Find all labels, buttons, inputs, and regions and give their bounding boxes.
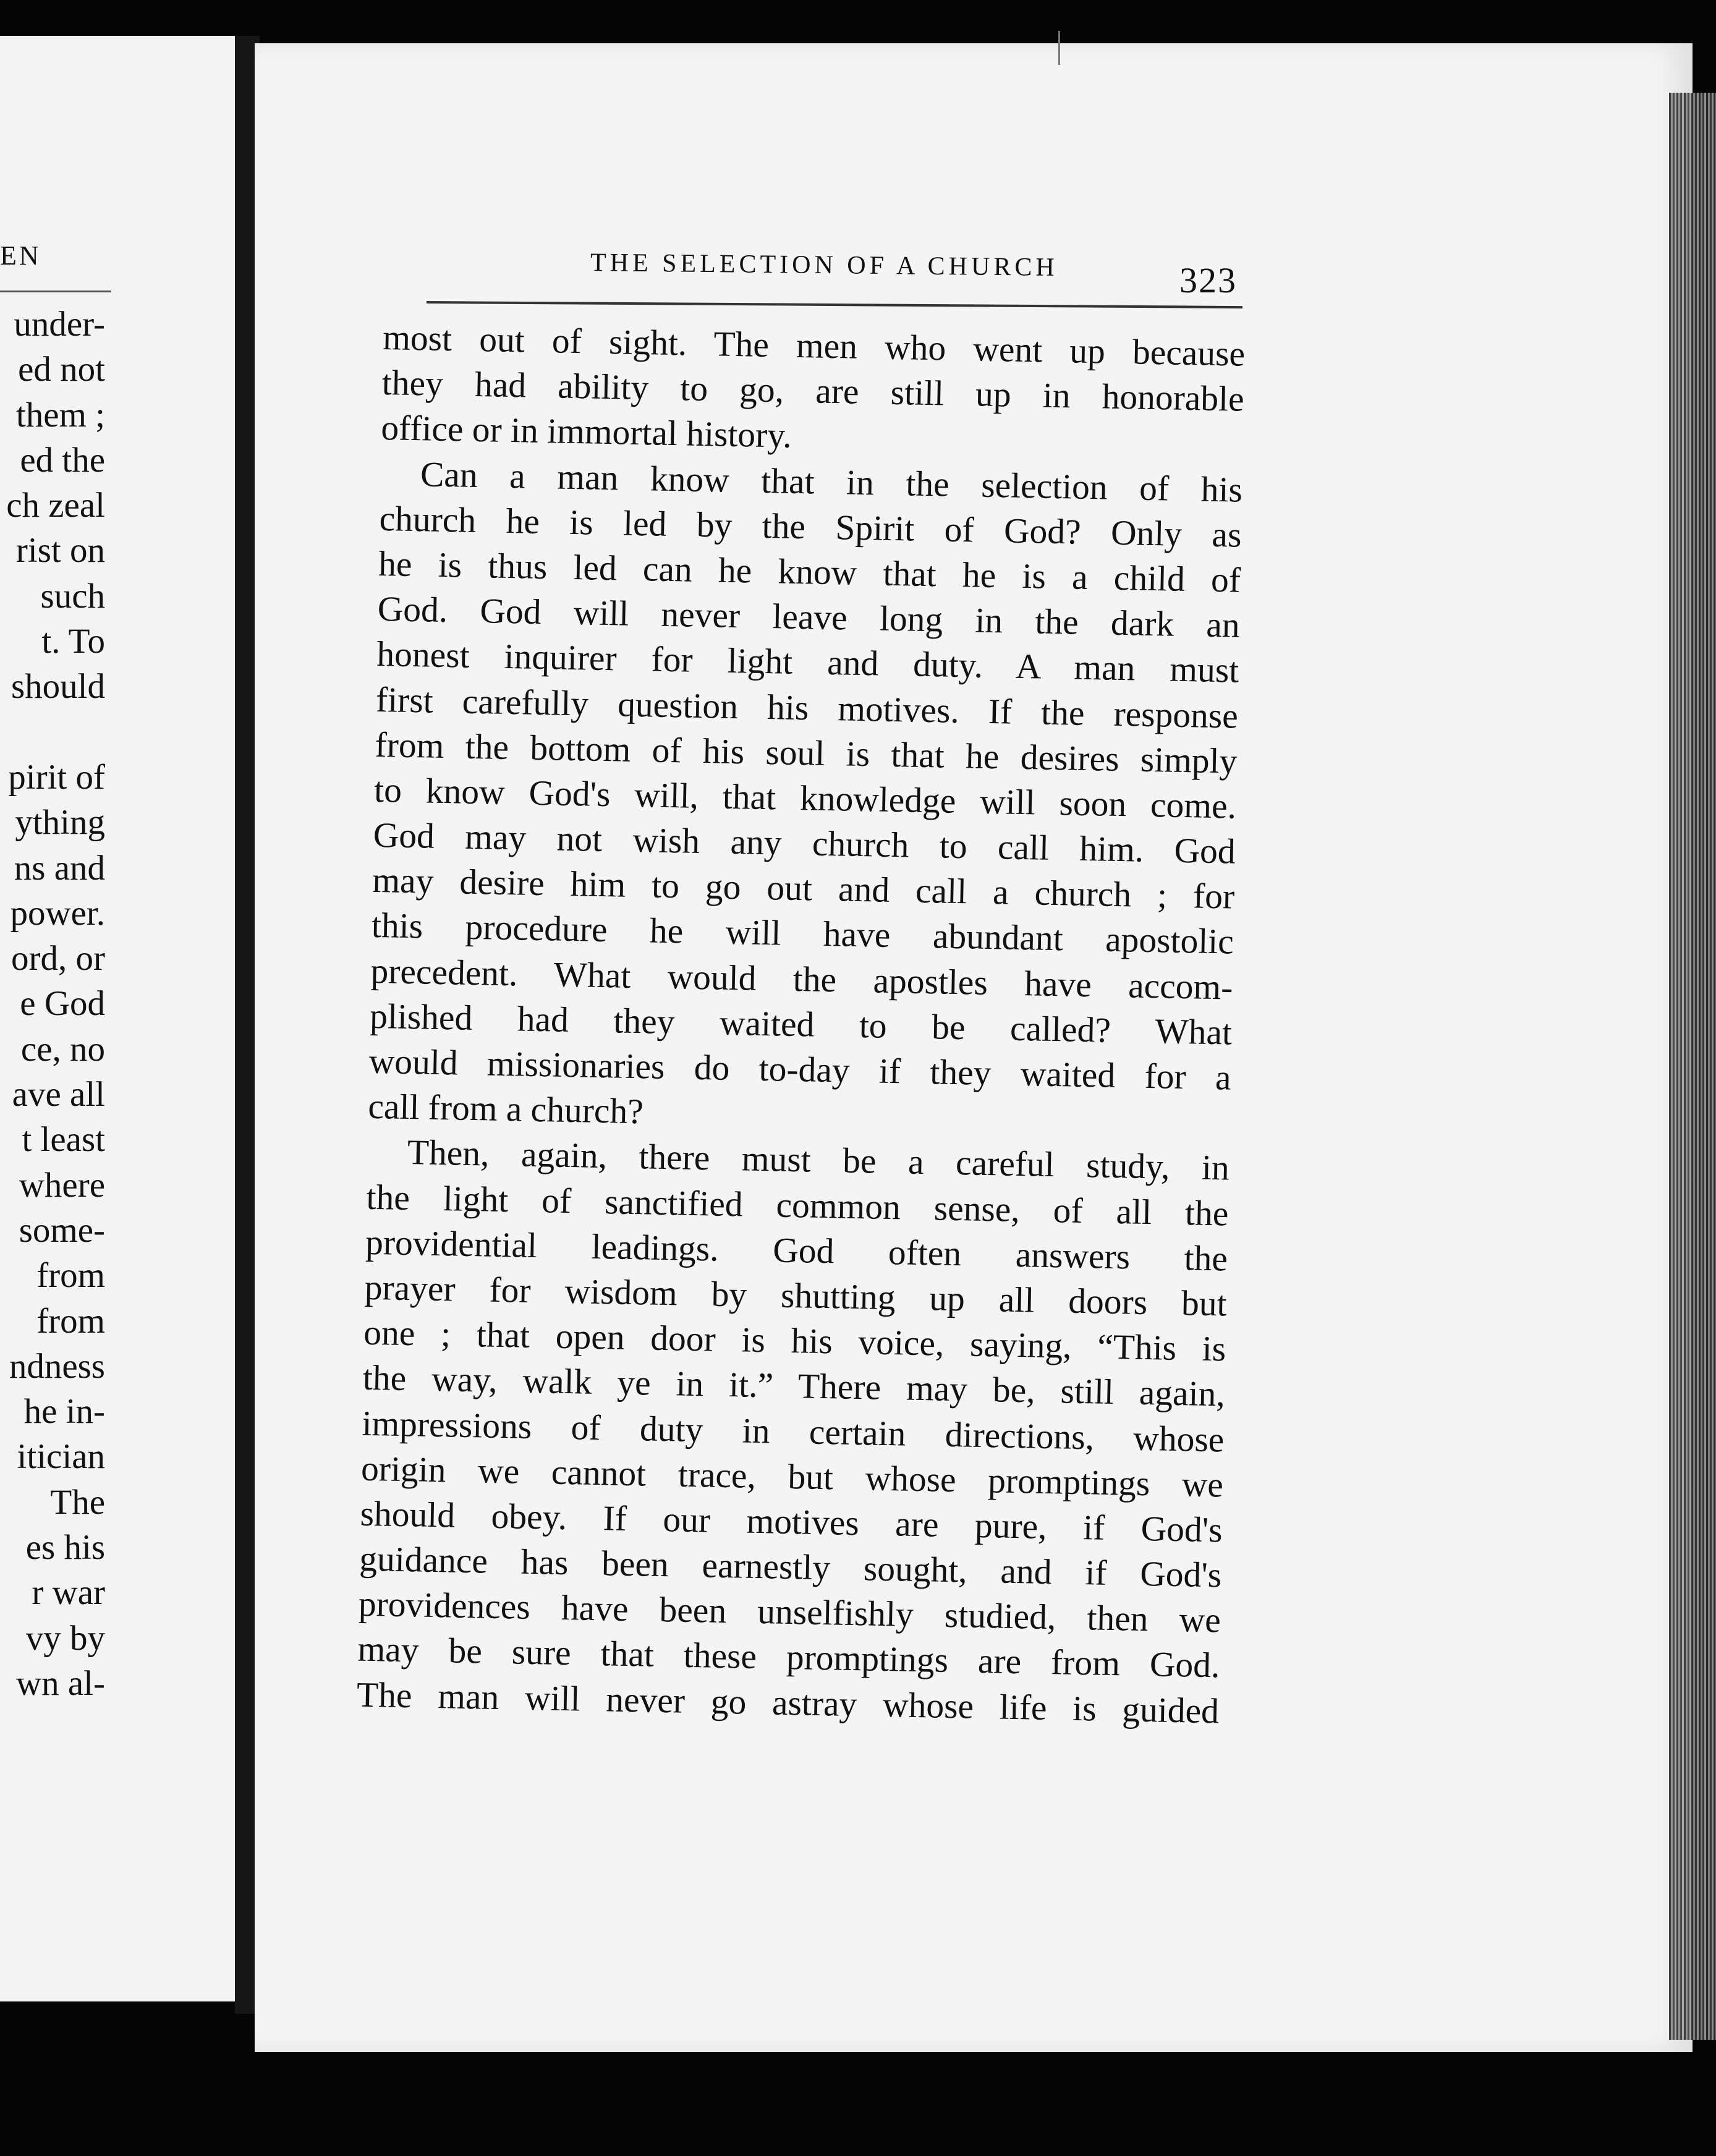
- text-line: first carefully question his motives. If the response: [375, 680, 1239, 736]
- left-head-rule: [0, 291, 111, 292]
- text-line: impressions of duty in certain directions, whose: [361, 1404, 1225, 1459]
- left-text-line: wn al-: [15, 1663, 105, 1703]
- page-number: 323: [1179, 260, 1237, 300]
- left-text-line: under-: [14, 305, 105, 344]
- left-text-line: ns and: [14, 848, 105, 888]
- left-text-line: from: [36, 1256, 105, 1296]
- text-line: providential leadings. God often answers the: [365, 1223, 1228, 1279]
- left-text-line: he in-: [23, 1392, 105, 1432]
- text-line: Then, again, there must be a careful study, in: [407, 1133, 1230, 1188]
- text-line: from the bottom of his soul is that he desires simply: [375, 725, 1238, 781]
- text-line: this procedure he will have abundant apostolic: [371, 906, 1234, 962]
- left-text-line: r war: [32, 1573, 105, 1613]
- left-text-line: ndness: [9, 1346, 105, 1386]
- body-text: [356, 315, 1245, 1734]
- text-line: should obey. If our motives are pure, if God's: [360, 1494, 1223, 1550]
- left-text-line: t. To: [41, 622, 105, 661]
- text-line: The man will never go astray whose life is guided: [356, 1675, 1220, 1731]
- left-text-line: ch zeal: [6, 486, 105, 525]
- text-line: they had ability to go, are still up in honorable: [381, 363, 1245, 419]
- scan-mark: [1058, 31, 1060, 65]
- text-line: church he is led by the Spirit of God? Only as: [379, 499, 1242, 555]
- text-line: providences have been unselfishly studied, then we: [358, 1584, 1221, 1640]
- text-line: one ; that open door is his voice, saying, “This is: [363, 1313, 1226, 1369]
- text-line: Can a man know that in the selection of his: [420, 454, 1243, 510]
- left-text-line: [0, 710, 105, 755]
- left-page: [0, 36, 239, 2001]
- left-text-line: ything: [15, 803, 105, 842]
- left-text-line: them ;: [15, 395, 105, 435]
- text-line: honest inquirer for light and duty. A man must: [376, 635, 1239, 690]
- left-text-line: where: [19, 1165, 105, 1205]
- text-line: most out of sight. The men who went up because: [382, 318, 1246, 374]
- left-text-line: The: [50, 1482, 105, 1522]
- text-line: may desire him to go out and call a church ; for: [372, 861, 1235, 917]
- text-line: would missionaries do to-day if they waited for a: [368, 1042, 1232, 1098]
- left-text-line: es his: [25, 1528, 105, 1568]
- text-line: the light of sanctified common sense, of all the: [365, 1178, 1229, 1234]
- left-text-line: ord, or: [11, 939, 105, 978]
- text-line: call from a church?: [367, 1087, 644, 1132]
- text-line: prayer for wisdom by shutting up all doors but: [364, 1268, 1228, 1324]
- text-line: plished had they waited to be called? What: [369, 996, 1233, 1053]
- left-text-line: power.: [10, 893, 105, 933]
- left-page-text: [0, 302, 105, 1706]
- left-running-head-fragment: EN: [0, 240, 41, 271]
- left-text-line: such: [40, 576, 105, 616]
- text-line: the way, walk ye in it.” There may be, still again,: [362, 1359, 1226, 1414]
- text-line: origin we cannot trace, but whose promptings we: [360, 1449, 1224, 1505]
- text-line: precedent. What would the apostles have accom-: [370, 951, 1233, 1008]
- page-edges: [1669, 93, 1716, 2040]
- left-text-line: ed not: [18, 350, 105, 389]
- left-text-line: e God: [20, 984, 105, 1024]
- left-text-line: ce, no: [20, 1029, 105, 1069]
- left-text-line: vy by: [25, 1618, 105, 1658]
- left-text-line: ed the: [20, 440, 105, 480]
- left-text-line: t least: [22, 1120, 105, 1160]
- left-text-line: some-: [19, 1210, 105, 1250]
- text-line: he is thus led can he know that he is a child of: [378, 544, 1241, 600]
- left-text-line: ave all: [12, 1075, 105, 1114]
- left-text-line: from: [36, 1301, 105, 1341]
- left-text-line: pirit of: [8, 757, 105, 797]
- text-line: may be sure that these promptings are from God.: [357, 1630, 1220, 1686]
- text-line: office or in immortal history.: [380, 409, 792, 456]
- text-line: God may not wish any church to call him. God: [373, 815, 1236, 872]
- text-line: God. God will never leave long in the dark an: [377, 590, 1241, 645]
- text-line: guidance has been earnestly sought, and if God's: [359, 1539, 1222, 1595]
- left-text-line: rist on: [15, 531, 105, 571]
- running-head: THE SELECTION OF A CHURCH: [590, 248, 1058, 282]
- left-text-line: should: [11, 667, 105, 707]
- left-text-line: itician: [17, 1437, 105, 1477]
- text-line: to know God's will, that knowledge will soon come.: [373, 770, 1237, 826]
